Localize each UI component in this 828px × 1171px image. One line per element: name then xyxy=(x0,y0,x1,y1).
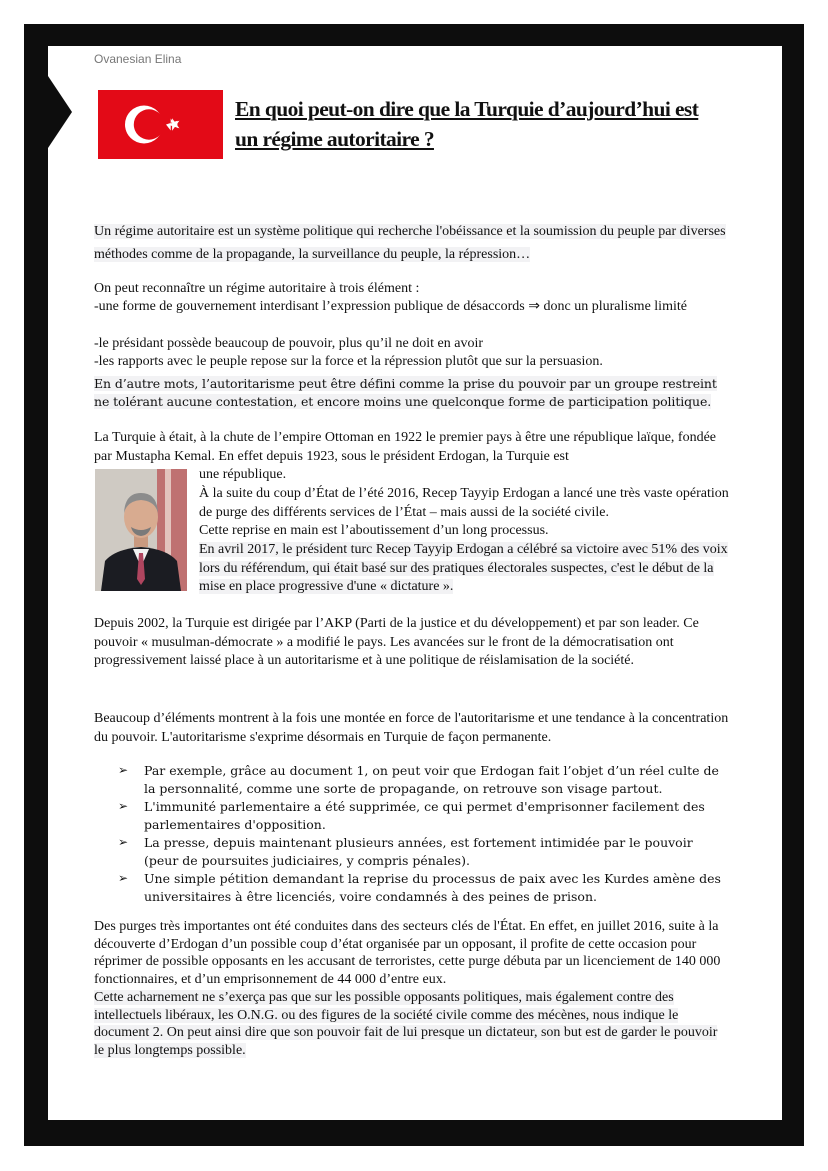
list-item xyxy=(118,762,728,797)
history-paragraph-4 xyxy=(199,541,731,597)
intro-text: Un régime autoritaire est un système politique qui recherche l'obéissance et la soumission du peuple par diverses méthodes comme de la propagande, la surveillance du peuple, la répression… xyxy=(94,224,726,262)
side-tab-arrow xyxy=(48,76,72,148)
list-item-text: Par exemple, grâce au document 1, on peut voir que Erdogan fait l’objet d’un réel culte de la personnalité, comme une sorte de propagande, on retrouve son visage partout. xyxy=(144,763,719,796)
list-item-text: La presse, depuis maintenant plusieurs années, est fortement intimidée par le pouvoir (peur de poursuites judiciaires, y compris pénales). xyxy=(144,835,693,868)
portrait-photo xyxy=(95,469,187,591)
criteria-line-2: -le présidant possède beaucoup de pouvoir, plus qu’il ne doit en avoir xyxy=(94,336,484,351)
criteria-lead: On peut reconnaître un régime autoritaire à trois élément : xyxy=(94,281,420,296)
list-item xyxy=(118,870,728,905)
history-paragraph-1: La Turquie à était, à la chute de l’empire Ottoman en 1922 le premier pays à être une république laïque, fondée par Mustapha Kemal. En effet depuis 1923, sous le président Erdogan, la Turquie est xyxy=(94,430,716,464)
document-title: En quoi peut-on dire que la Turquie d’aujourd’hui est un régime autoritaire ? xyxy=(235,97,699,151)
arrow-bullet-icon: ➢ xyxy=(118,799,129,813)
arrow-bullet-icon: ➢ xyxy=(118,763,129,777)
arrow-bullet-icon: ➢ xyxy=(118,871,129,885)
list-item xyxy=(118,834,728,869)
elements-intro: Beaucoup d’éléments montrent à la fois une montée en force de l'autoritarisme et une tendance à la concentration du pouvoir. L'autoritarisme s'exprime désormais en Turquie de façon permanente. xyxy=(94,711,729,745)
list-item-text: L'immunité parlementaire a été supprimée, ce qui permet d'emprisonner facilement des parlementaires d'opposition. xyxy=(144,799,705,832)
akp-paragraph: Depuis 2002, la Turquie est dirigée par l’AKP (Parti de la justice et du développement) et par son leader. Ce pouvoir « musulman-démocrate » a modifié le pays. Les avancées sur le front de la démocratisation ont progressivement laissé place à un autoritarisme et à une politique de réislamisation de la société. xyxy=(94,616,699,668)
intro-paragraph xyxy=(94,220,730,266)
history-paragraph-4-text: En avril 2017, le président turc Recep Tayyip Erdogan a célébré sa victoire avec 51% des voix lors du référendum, qui était basé sur des pratiques électorales suspectes, c'est le début de la mise en place progressive d'une « dictature ». xyxy=(199,542,728,594)
history-paragraph-1-end: une république. xyxy=(199,467,287,482)
history-paragraph-3: Cette reprise en main est l’aboutissement d’un long processus. xyxy=(199,523,549,538)
history-paragraph-2: À la suite du coup d’État de l’été 2016, Recep Tayyip Erdogan a lancé une très vaste opération de purge des différents services de l’État – mais aussi de la société civile. xyxy=(199,486,729,520)
criteria-line-4-text: En d’autre mots, l’autoritarisme peut être défini comme la prise du pouvoir par un groupe restreint ne tolérant aucune contestation, et encore moins une quelconque forme de participation politique. xyxy=(94,376,717,409)
turkey-flag-icon xyxy=(98,90,223,159)
list-item-text: Une simple pétition demandant la reprise du processus de paix avec les Kurdes amène des universitaires à être licenciés, voire condamnés à des peines de prison. xyxy=(144,871,721,904)
purges-paragraph-1: Des purges très importantes ont été conduites dans des secteurs clés de l'État. En effet, en juillet 2016, suite à la découverte d’Erdogan d’un possible coup d’état organisée par un opposant, il profite de cette occasion pour réprimer de possible opposants en les accusant de terroristes, cette purge débuta par un licenciement de 140 000 fonctionnaires, et d’un emprisonnement de 44 000 d’entre eux. xyxy=(94,919,721,987)
criteria-line-4 xyxy=(94,375,730,411)
evidence-list xyxy=(118,762,728,905)
author-name: Ovanesian Elina xyxy=(94,52,182,66)
criteria-line-1: -une forme de gouvernement interdisant l’expression publique de désaccords ⇒ donc un pluralisme limité xyxy=(94,299,687,314)
purges-paragraph-2-text: Cette acharnement ne s’exerça pas que sur les possible opposants politiques, mais également contre des intellectuels libéraux, les O.N.G. ou des figures de la société civile comme des mécènes, nous indique le document 2. On peut ainsi dire que son pouvoir fait de lui presque un dictateur, son but est de garder le pouvoir le plus longtemps possible. xyxy=(94,990,718,1058)
list-item xyxy=(118,798,728,833)
criteria-line-3: -les rapports avec le peuple repose sur la force et la répression plutôt que sur la persuasion. xyxy=(94,354,603,369)
arrow-bullet-icon: ➢ xyxy=(118,835,129,849)
purges-paragraph-2 xyxy=(94,989,730,1059)
